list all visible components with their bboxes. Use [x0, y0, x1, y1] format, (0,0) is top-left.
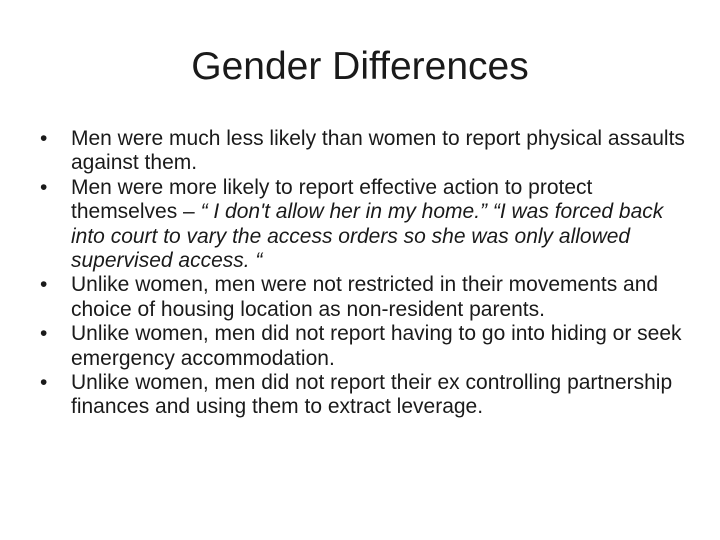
bullet-icon: • [40, 175, 48, 199]
bullet-list [40, 127, 690, 420]
bullet-icon: • [40, 371, 48, 395]
bullet-item [40, 273, 690, 322]
bullet-quote: “ I don't allow her in my home.” “I was forced back into court to vary the access orders so she was only allowed supervised access. “ [71, 200, 664, 273]
bullet-text: Men were much less likely than women to report physical assaults against them. [71, 127, 685, 175]
bullet-item [40, 176, 690, 274]
bullet-item [40, 371, 690, 420]
bullet-text: Men were more likely to report effective action to protect themselves – [71, 175, 593, 224]
bullet-icon: • [40, 127, 48, 150]
bullet-icon: • [40, 273, 48, 297]
bullet-text: Unlike women, men did not report their ex controlling partnership finances and using them to extract leverage. [71, 371, 673, 419]
bullet-icon: • [40, 322, 48, 346]
bullet-item [40, 127, 690, 176]
bullet-text: Unlike women, men did not report having to go into hiding or seek emergency accommodation. [71, 322, 682, 370]
slide-title: Gender Differences [191, 45, 529, 88]
bullet-item [40, 322, 690, 371]
bullet-text: Unlike women, men were not restricted in their movements and choice of housing location as non-resident parents. [71, 273, 659, 321]
